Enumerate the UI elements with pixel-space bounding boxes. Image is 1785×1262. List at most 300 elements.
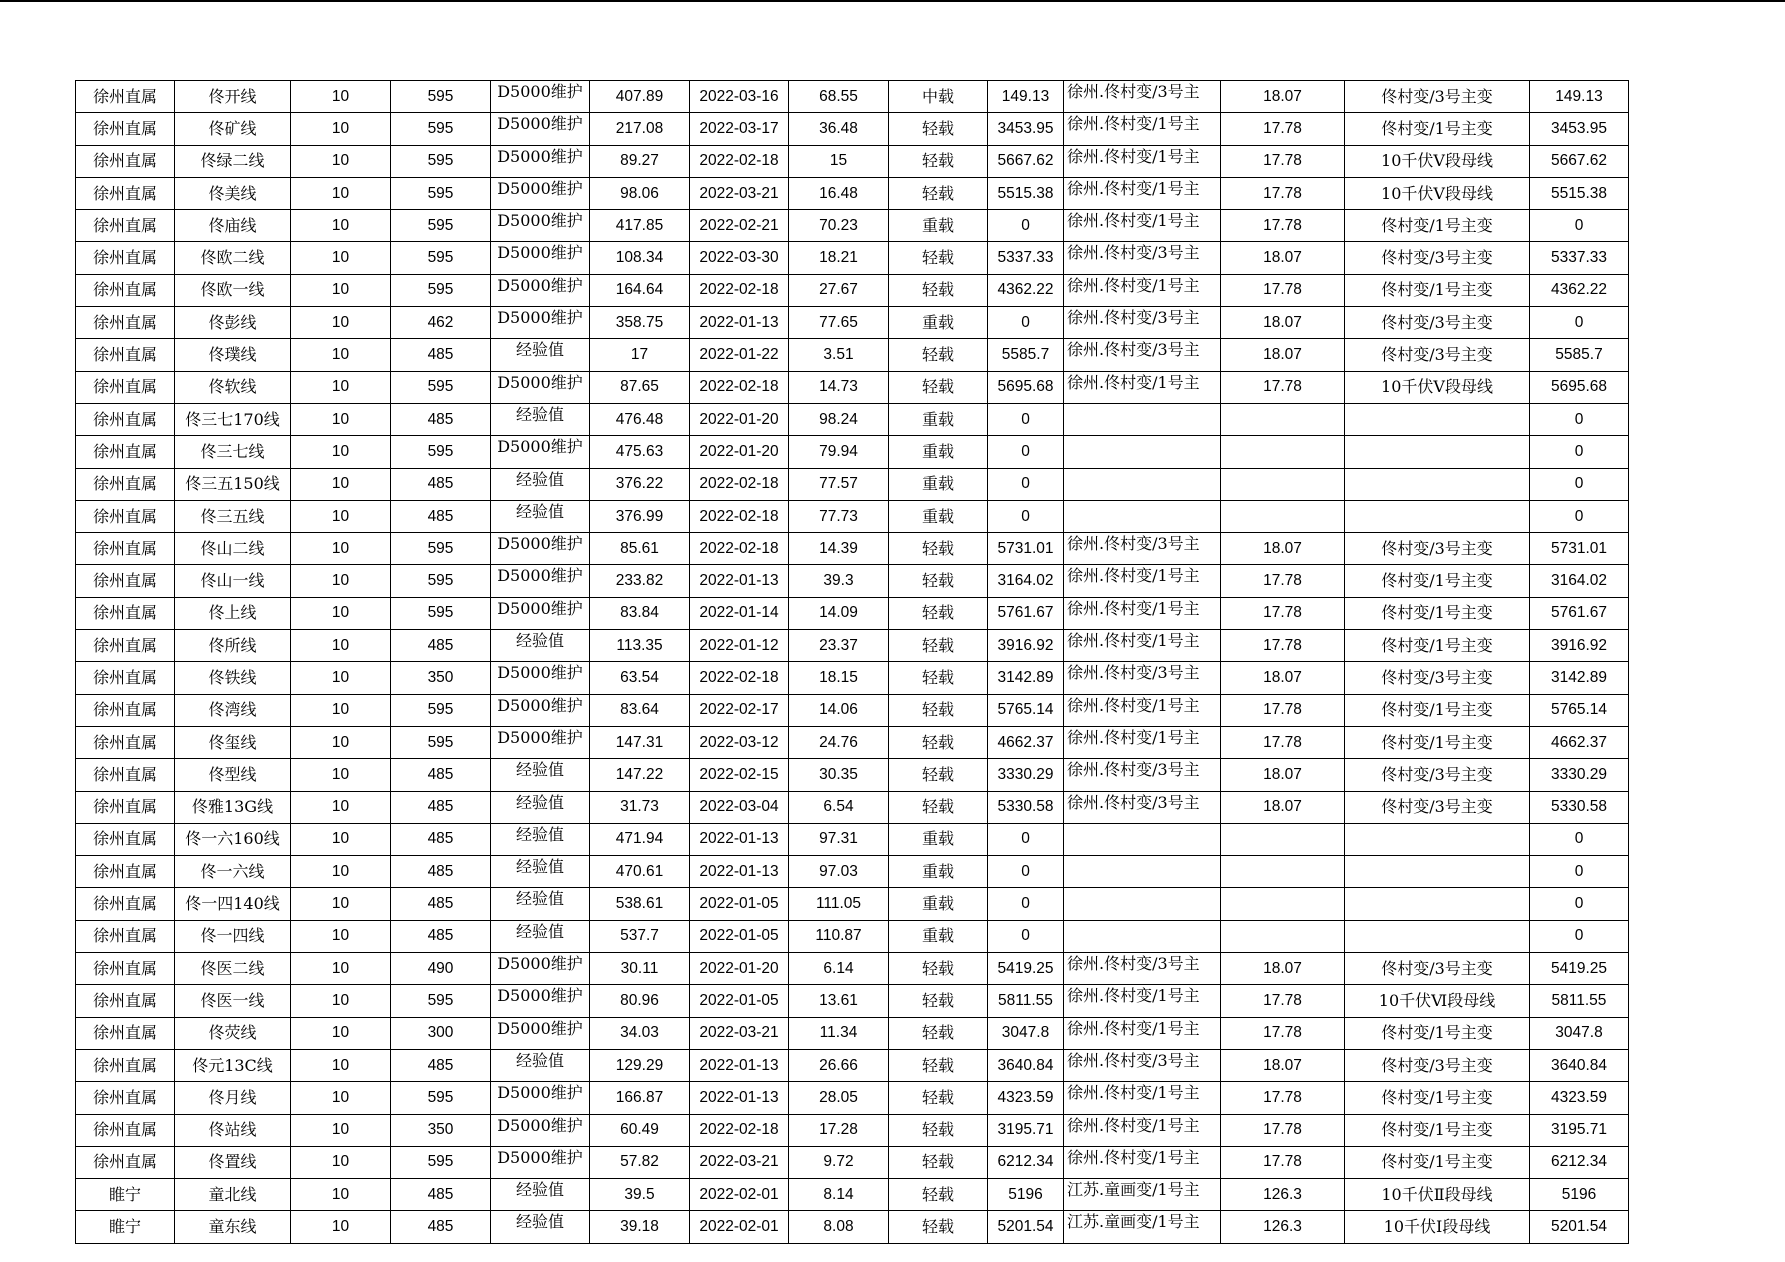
cell-load-level: 轻载 — [889, 1179, 988, 1211]
cell-available-capacity: 5330.58 — [988, 791, 1064, 823]
cell-voltage: 10 — [291, 210, 391, 242]
cell-rated-capacity: 485 — [391, 759, 491, 791]
cell-load-value: 30.11 — [590, 953, 690, 985]
cell-load-rate: 11.34 — [789, 1017, 889, 1049]
cell-maintenance-basis: D5000维护 — [491, 274, 590, 306]
cell-capacity-value: 4662.37 — [1530, 726, 1629, 758]
cell-voltage: 10 — [291, 500, 391, 532]
cell-date: 2022-03-04 — [690, 791, 789, 823]
cell-bus — [1345, 468, 1530, 500]
cell-load-rate: 24.76 — [789, 726, 889, 758]
cell-voltage: 10 — [291, 888, 391, 920]
table-body — [76, 81, 1629, 1244]
cell-available-capacity: 6212.34 — [988, 1146, 1064, 1178]
cell-maintenance-basis: 经验值 — [491, 823, 590, 855]
cell-voltage: 10 — [291, 597, 391, 629]
cell-capacity-value: 0 — [1530, 403, 1629, 435]
cell-source-transformer: 徐州.佟村变/1号主 — [1064, 985, 1221, 1017]
cell-capacity-value: 3640.84 — [1530, 1049, 1629, 1081]
cell-load-rate: 18.15 — [789, 662, 889, 694]
cell-line: 佟湾线 — [175, 694, 291, 726]
cell-rated-capacity: 485 — [391, 791, 491, 823]
cell-available-capacity: 0 — [988, 307, 1064, 339]
cell-rated-capacity: 485 — [391, 403, 491, 435]
cell-rated-capacity: 595 — [391, 1082, 491, 1114]
cell-maintenance-basis: 经验值 — [491, 403, 590, 435]
cell-line: 佟软线 — [175, 371, 291, 403]
cell-unit: 徐州直属 — [76, 533, 175, 565]
cell-bus: 佟村变/3号主变 — [1345, 339, 1530, 371]
cell-unit: 徐州直属 — [76, 694, 175, 726]
cell-line: 佟三七线 — [175, 436, 291, 468]
table-row — [76, 307, 1629, 339]
cell-source-value — [1221, 823, 1345, 855]
cell-line: 佟一六线 — [175, 856, 291, 888]
cell-unit: 睢宁 — [76, 1179, 175, 1211]
cell-available-capacity: 0 — [988, 403, 1064, 435]
cell-source-transformer: 徐州.佟村变/3号主 — [1064, 339, 1221, 371]
table-row — [76, 1146, 1629, 1178]
cell-rated-capacity: 485 — [391, 339, 491, 371]
cell-capacity-value: 3164.02 — [1530, 565, 1629, 597]
cell-load-level: 轻载 — [889, 113, 988, 145]
cell-available-capacity: 4323.59 — [988, 1082, 1064, 1114]
cell-load-level: 轻载 — [889, 953, 988, 985]
cell-voltage: 10 — [291, 145, 391, 177]
cell-date: 2022-02-18 — [690, 274, 789, 306]
cell-load-rate: 6.14 — [789, 953, 889, 985]
cell-maintenance-basis: D5000维护 — [491, 145, 590, 177]
page-top-rule — [0, 0, 1785, 2]
cell-load-value: 476.48 — [590, 403, 690, 435]
cell-date: 2022-01-13 — [690, 823, 789, 855]
cell-voltage: 10 — [291, 436, 391, 468]
cell-bus: 佟村变/3号主变 — [1345, 791, 1530, 823]
cell-voltage: 10 — [291, 694, 391, 726]
cell-voltage: 10 — [291, 985, 391, 1017]
cell-available-capacity: 0 — [988, 500, 1064, 532]
cell-available-capacity: 5419.25 — [988, 953, 1064, 985]
cell-load-value: 376.99 — [590, 500, 690, 532]
cell-source-transformer: 徐州.佟村变/1号主 — [1064, 113, 1221, 145]
table-row — [76, 985, 1629, 1017]
cell-bus: 佟村变/1号主变 — [1345, 694, 1530, 726]
cell-load-value: 98.06 — [590, 177, 690, 209]
cell-capacity-value: 0 — [1530, 920, 1629, 952]
cell-line: 佟三七170线 — [175, 403, 291, 435]
cell-rated-capacity: 490 — [391, 953, 491, 985]
cell-unit: 徐州直属 — [76, 1082, 175, 1114]
cell-line: 童东线 — [175, 1211, 291, 1243]
cell-available-capacity: 5667.62 — [988, 145, 1064, 177]
cell-load-level: 重载 — [889, 210, 988, 242]
cell-date: 2022-01-12 — [690, 630, 789, 662]
cell-source-transformer — [1064, 920, 1221, 952]
cell-load-rate: 97.31 — [789, 823, 889, 855]
cell-unit: 徐州直属 — [76, 307, 175, 339]
table-row — [76, 791, 1629, 823]
cell-load-value: 233.82 — [590, 565, 690, 597]
cell-line: 佟站线 — [175, 1114, 291, 1146]
cell-source-value: 18.07 — [1221, 307, 1345, 339]
cell-unit: 徐州直属 — [76, 113, 175, 145]
cell-date: 2022-01-20 — [690, 953, 789, 985]
cell-line: 佟铁线 — [175, 662, 291, 694]
cell-voltage: 10 — [291, 856, 391, 888]
cell-source-transformer: 徐州.佟村变/3号主 — [1064, 791, 1221, 823]
cell-voltage: 10 — [291, 1211, 391, 1243]
cell-line: 佟三五150线 — [175, 468, 291, 500]
cell-unit: 徐州直属 — [76, 177, 175, 209]
cell-bus — [1345, 920, 1530, 952]
cell-available-capacity: 5811.55 — [988, 985, 1064, 1017]
cell-source-transformer: 徐州.佟村变/1号主 — [1064, 177, 1221, 209]
cell-load-level: 重载 — [889, 500, 988, 532]
cell-line: 佟彭线 — [175, 307, 291, 339]
cell-load-level: 轻载 — [889, 1211, 988, 1243]
cell-load-level: 重载 — [889, 468, 988, 500]
cell-load-rate: 16.48 — [789, 177, 889, 209]
table-row — [76, 177, 1629, 209]
cell-available-capacity: 0 — [988, 888, 1064, 920]
cell-unit: 徐州直属 — [76, 145, 175, 177]
cell-line: 佟荧线 — [175, 1017, 291, 1049]
cell-date: 2022-02-18 — [690, 533, 789, 565]
cell-load-value: 39.18 — [590, 1211, 690, 1243]
cell-voltage: 10 — [291, 468, 391, 500]
cell-line: 佟三五线 — [175, 500, 291, 532]
cell-capacity-value: 0 — [1530, 500, 1629, 532]
cell-rated-capacity: 300 — [391, 1017, 491, 1049]
cell-load-rate: 14.09 — [789, 597, 889, 629]
cell-load-value: 17 — [590, 339, 690, 371]
cell-load-level: 轻载 — [889, 759, 988, 791]
cell-source-value: 18.07 — [1221, 662, 1345, 694]
cell-source-transformer — [1064, 468, 1221, 500]
cell-line: 佟一四线 — [175, 920, 291, 952]
cell-date: 2022-03-21 — [690, 177, 789, 209]
table-row — [76, 856, 1629, 888]
cell-load-rate: 27.67 — [789, 274, 889, 306]
cell-voltage: 10 — [291, 726, 391, 758]
cell-bus — [1345, 888, 1530, 920]
cell-load-rate: 77.65 — [789, 307, 889, 339]
cell-unit: 徐州直属 — [76, 920, 175, 952]
cell-unit: 徐州直属 — [76, 565, 175, 597]
cell-voltage: 10 — [291, 242, 391, 274]
cell-date: 2022-02-18 — [690, 145, 789, 177]
cell-load-rate: 26.66 — [789, 1049, 889, 1081]
cell-unit: 徐州直属 — [76, 597, 175, 629]
cell-source-value: 17.78 — [1221, 113, 1345, 145]
cell-load-rate: 98.24 — [789, 403, 889, 435]
cell-load-rate: 18.21 — [789, 242, 889, 274]
cell-voltage: 10 — [291, 1017, 391, 1049]
cell-voltage: 10 — [291, 823, 391, 855]
cell-load-value: 471.94 — [590, 823, 690, 855]
cell-load-level: 轻载 — [889, 1017, 988, 1049]
cell-load-value: 417.85 — [590, 210, 690, 242]
cell-date: 2022-02-01 — [690, 1179, 789, 1211]
cell-bus: 佟村变/1号主变 — [1345, 274, 1530, 306]
cell-load-level: 轻载 — [889, 339, 988, 371]
cell-load-level: 重载 — [889, 888, 988, 920]
cell-maintenance-basis: 经验值 — [491, 500, 590, 532]
cell-load-value: 39.5 — [590, 1179, 690, 1211]
cell-bus: 佟村变/1号主变 — [1345, 1082, 1530, 1114]
cell-source-value: 17.78 — [1221, 597, 1345, 629]
cell-date: 2022-01-13 — [690, 307, 789, 339]
cell-load-level: 重载 — [889, 436, 988, 468]
cell-unit: 徐州直属 — [76, 81, 175, 113]
cell-load-rate: 39.3 — [789, 565, 889, 597]
table-row — [76, 1082, 1629, 1114]
cell-source-value: 17.78 — [1221, 1082, 1345, 1114]
cell-available-capacity: 0 — [988, 436, 1064, 468]
cell-unit: 徐州直属 — [76, 823, 175, 855]
cell-maintenance-basis: D5000维护 — [491, 307, 590, 339]
cell-rated-capacity: 595 — [391, 726, 491, 758]
cell-capacity-value: 5695.68 — [1530, 371, 1629, 403]
table-row — [76, 500, 1629, 532]
cell-source-value: 17.78 — [1221, 1146, 1345, 1178]
cell-rated-capacity: 485 — [391, 500, 491, 532]
table-row — [76, 403, 1629, 435]
cell-unit: 徐州直属 — [76, 888, 175, 920]
cell-load-value: 147.31 — [590, 726, 690, 758]
cell-line: 佟所线 — [175, 630, 291, 662]
cell-load-level: 轻载 — [889, 274, 988, 306]
cell-load-value: 358.75 — [590, 307, 690, 339]
cell-source-transformer: 徐州.佟村变/1号主 — [1064, 1082, 1221, 1114]
cell-bus: 佟村变/1号主变 — [1345, 630, 1530, 662]
cell-line: 佟璞线 — [175, 339, 291, 371]
cell-source-value: 17.78 — [1221, 210, 1345, 242]
cell-load-level: 重载 — [889, 403, 988, 435]
cell-available-capacity: 3164.02 — [988, 565, 1064, 597]
cell-source-value: 126.3 — [1221, 1179, 1345, 1211]
cell-load-level: 轻载 — [889, 630, 988, 662]
table-row — [76, 436, 1629, 468]
cell-load-level: 轻载 — [889, 565, 988, 597]
cell-load-level: 轻载 — [889, 1082, 988, 1114]
cell-source-transformer: 徐州.佟村变/1号主 — [1064, 726, 1221, 758]
cell-available-capacity: 3195.71 — [988, 1114, 1064, 1146]
cell-capacity-value: 0 — [1530, 468, 1629, 500]
cell-date: 2022-01-14 — [690, 597, 789, 629]
cell-voltage: 10 — [291, 791, 391, 823]
cell-load-level: 重载 — [889, 856, 988, 888]
cell-capacity-value: 0 — [1530, 210, 1629, 242]
cell-load-level: 轻载 — [889, 242, 988, 274]
cell-voltage: 10 — [291, 274, 391, 306]
table-row — [76, 630, 1629, 662]
cell-date: 2022-02-15 — [690, 759, 789, 791]
cell-load-rate: 68.55 — [789, 81, 889, 113]
cell-unit: 徐州直属 — [76, 1049, 175, 1081]
cell-load-rate: 14.73 — [789, 371, 889, 403]
cell-date: 2022-02-17 — [690, 694, 789, 726]
cell-rated-capacity: 595 — [391, 597, 491, 629]
cell-load-level: 轻载 — [889, 985, 988, 1017]
table-row — [76, 565, 1629, 597]
cell-maintenance-basis: D5000维护 — [491, 1146, 590, 1178]
cell-source-transformer — [1064, 856, 1221, 888]
cell-capacity-value: 0 — [1530, 856, 1629, 888]
cell-available-capacity: 5761.67 — [988, 597, 1064, 629]
cell-voltage: 10 — [291, 565, 391, 597]
cell-line: 佟欧一线 — [175, 274, 291, 306]
cell-capacity-value: 4362.22 — [1530, 274, 1629, 306]
cell-capacity-value: 3195.71 — [1530, 1114, 1629, 1146]
cell-source-transformer: 徐州.佟村变/1号主 — [1064, 371, 1221, 403]
cell-source-value: 18.07 — [1221, 791, 1345, 823]
cell-date: 2022-01-05 — [690, 920, 789, 952]
cell-bus: 10千伏Ⅴ段母线 — [1345, 177, 1530, 209]
cell-bus: 10千伏Ⅱ段母线 — [1345, 1179, 1530, 1211]
cell-capacity-value: 3047.8 — [1530, 1017, 1629, 1049]
cell-source-value: 17.78 — [1221, 145, 1345, 177]
cell-load-value: 108.34 — [590, 242, 690, 274]
cell-line: 佟上线 — [175, 597, 291, 629]
cell-maintenance-basis: 经验值 — [491, 1211, 590, 1243]
cell-capacity-value: 0 — [1530, 888, 1629, 920]
cell-date: 2022-01-13 — [690, 1082, 789, 1114]
cell-load-level: 轻载 — [889, 533, 988, 565]
cell-source-value: 17.78 — [1221, 274, 1345, 306]
cell-line: 佟山一线 — [175, 565, 291, 597]
cell-source-transformer: 徐州.佟村变/1号主 — [1064, 1017, 1221, 1049]
cell-source-value — [1221, 403, 1345, 435]
cell-maintenance-basis: D5000维护 — [491, 1082, 590, 1114]
cell-load-rate: 70.23 — [789, 210, 889, 242]
cell-capacity-value: 6212.34 — [1530, 1146, 1629, 1178]
cell-available-capacity: 0 — [988, 920, 1064, 952]
cell-rated-capacity: 595 — [391, 1146, 491, 1178]
cell-load-level: 轻载 — [889, 791, 988, 823]
cell-source-transformer: 徐州.佟村变/3号主 — [1064, 759, 1221, 791]
table-row — [76, 759, 1629, 791]
cell-bus: 佟村变/1号主变 — [1345, 565, 1530, 597]
cell-date: 2022-01-05 — [690, 888, 789, 920]
cell-source-value: 18.07 — [1221, 1049, 1345, 1081]
cell-bus: 佟村变/3号主变 — [1345, 662, 1530, 694]
cell-voltage: 10 — [291, 533, 391, 565]
cell-bus: 佟村变/1号主变 — [1345, 726, 1530, 758]
cell-load-rate: 9.72 — [789, 1146, 889, 1178]
cell-date: 2022-02-18 — [690, 1114, 789, 1146]
cell-unit: 徐州直属 — [76, 210, 175, 242]
cell-line: 佟型线 — [175, 759, 291, 791]
table-row — [76, 533, 1629, 565]
cell-load-rate: 17.28 — [789, 1114, 889, 1146]
cell-bus: 10千伏Ⅰ段母线 — [1345, 1211, 1530, 1243]
table-row — [76, 1017, 1629, 1049]
cell-maintenance-basis: D5000维护 — [491, 985, 590, 1017]
cell-rated-capacity: 595 — [391, 371, 491, 403]
cell-rated-capacity: 595 — [391, 113, 491, 145]
cell-voltage: 10 — [291, 403, 391, 435]
cell-maintenance-basis: D5000维护 — [491, 177, 590, 209]
cell-rated-capacity: 485 — [391, 856, 491, 888]
table-row — [76, 823, 1629, 855]
cell-source-transformer: 江苏.童画变/1号主 — [1064, 1179, 1221, 1211]
cell-bus — [1345, 856, 1530, 888]
cell-capacity-value: 5667.62 — [1530, 145, 1629, 177]
cell-date: 2022-03-21 — [690, 1017, 789, 1049]
cell-line: 童北线 — [175, 1179, 291, 1211]
cell-source-value — [1221, 888, 1345, 920]
cell-load-rate: 13.61 — [789, 985, 889, 1017]
cell-unit: 徐州直属 — [76, 1017, 175, 1049]
cell-rated-capacity: 485 — [391, 1211, 491, 1243]
cell-rated-capacity: 485 — [391, 630, 491, 662]
cell-voltage: 10 — [291, 371, 391, 403]
cell-load-level: 轻载 — [889, 597, 988, 629]
cell-unit: 徐州直属 — [76, 791, 175, 823]
feeder-load-table — [75, 80, 1629, 1244]
table-row — [76, 1114, 1629, 1146]
table-row — [76, 597, 1629, 629]
cell-line: 佟置线 — [175, 1146, 291, 1178]
cell-capacity-value: 5196 — [1530, 1179, 1629, 1211]
cell-available-capacity: 0 — [988, 468, 1064, 500]
cell-source-value — [1221, 468, 1345, 500]
cell-maintenance-basis: D5000维护 — [491, 597, 590, 629]
cell-date: 2022-01-13 — [690, 1049, 789, 1081]
cell-voltage: 10 — [291, 662, 391, 694]
cell-maintenance-basis: D5000维护 — [491, 113, 590, 145]
cell-available-capacity: 4662.37 — [988, 726, 1064, 758]
cell-load-value: 85.61 — [590, 533, 690, 565]
cell-bus: 10千伏Ⅴ段母线 — [1345, 145, 1530, 177]
cell-source-value: 18.07 — [1221, 339, 1345, 371]
cell-bus: 佟村变/1号主变 — [1345, 1146, 1530, 1178]
cell-load-rate: 110.87 — [789, 920, 889, 952]
cell-source-transformer: 徐州.佟村变/1号主 — [1064, 1146, 1221, 1178]
cell-capacity-value: 3142.89 — [1530, 662, 1629, 694]
cell-available-capacity: 3330.29 — [988, 759, 1064, 791]
cell-voltage: 10 — [291, 177, 391, 209]
cell-load-value: 113.35 — [590, 630, 690, 662]
cell-line: 佟山二线 — [175, 533, 291, 565]
cell-source-value: 17.78 — [1221, 1017, 1345, 1049]
table-row — [76, 113, 1629, 145]
cell-load-level: 轻载 — [889, 662, 988, 694]
cell-available-capacity: 3047.8 — [988, 1017, 1064, 1049]
cell-source-value: 18.07 — [1221, 81, 1345, 113]
cell-source-transformer: 江苏.童画变/1号主 — [1064, 1211, 1221, 1243]
cell-load-value: 60.49 — [590, 1114, 690, 1146]
cell-load-value: 470.61 — [590, 856, 690, 888]
cell-load-value: 166.87 — [590, 1082, 690, 1114]
cell-load-level: 重载 — [889, 823, 988, 855]
cell-capacity-value: 5337.33 — [1530, 242, 1629, 274]
cell-line: 佟雅13G线 — [175, 791, 291, 823]
cell-load-level: 轻载 — [889, 145, 988, 177]
cell-load-value: 34.03 — [590, 1017, 690, 1049]
cell-load-rate: 8.08 — [789, 1211, 889, 1243]
cell-available-capacity: 0 — [988, 210, 1064, 242]
cell-load-level: 轻载 — [889, 694, 988, 726]
cell-source-transformer: 徐州.佟村变/3号主 — [1064, 533, 1221, 565]
cell-date: 2022-02-18 — [690, 500, 789, 532]
cell-source-transformer: 徐州.佟村变/3号主 — [1064, 953, 1221, 985]
cell-source-transformer: 徐州.佟村变/1号主 — [1064, 565, 1221, 597]
cell-source-value: 17.78 — [1221, 694, 1345, 726]
cell-maintenance-basis: D5000维护 — [491, 694, 590, 726]
cell-capacity-value: 3916.92 — [1530, 630, 1629, 662]
